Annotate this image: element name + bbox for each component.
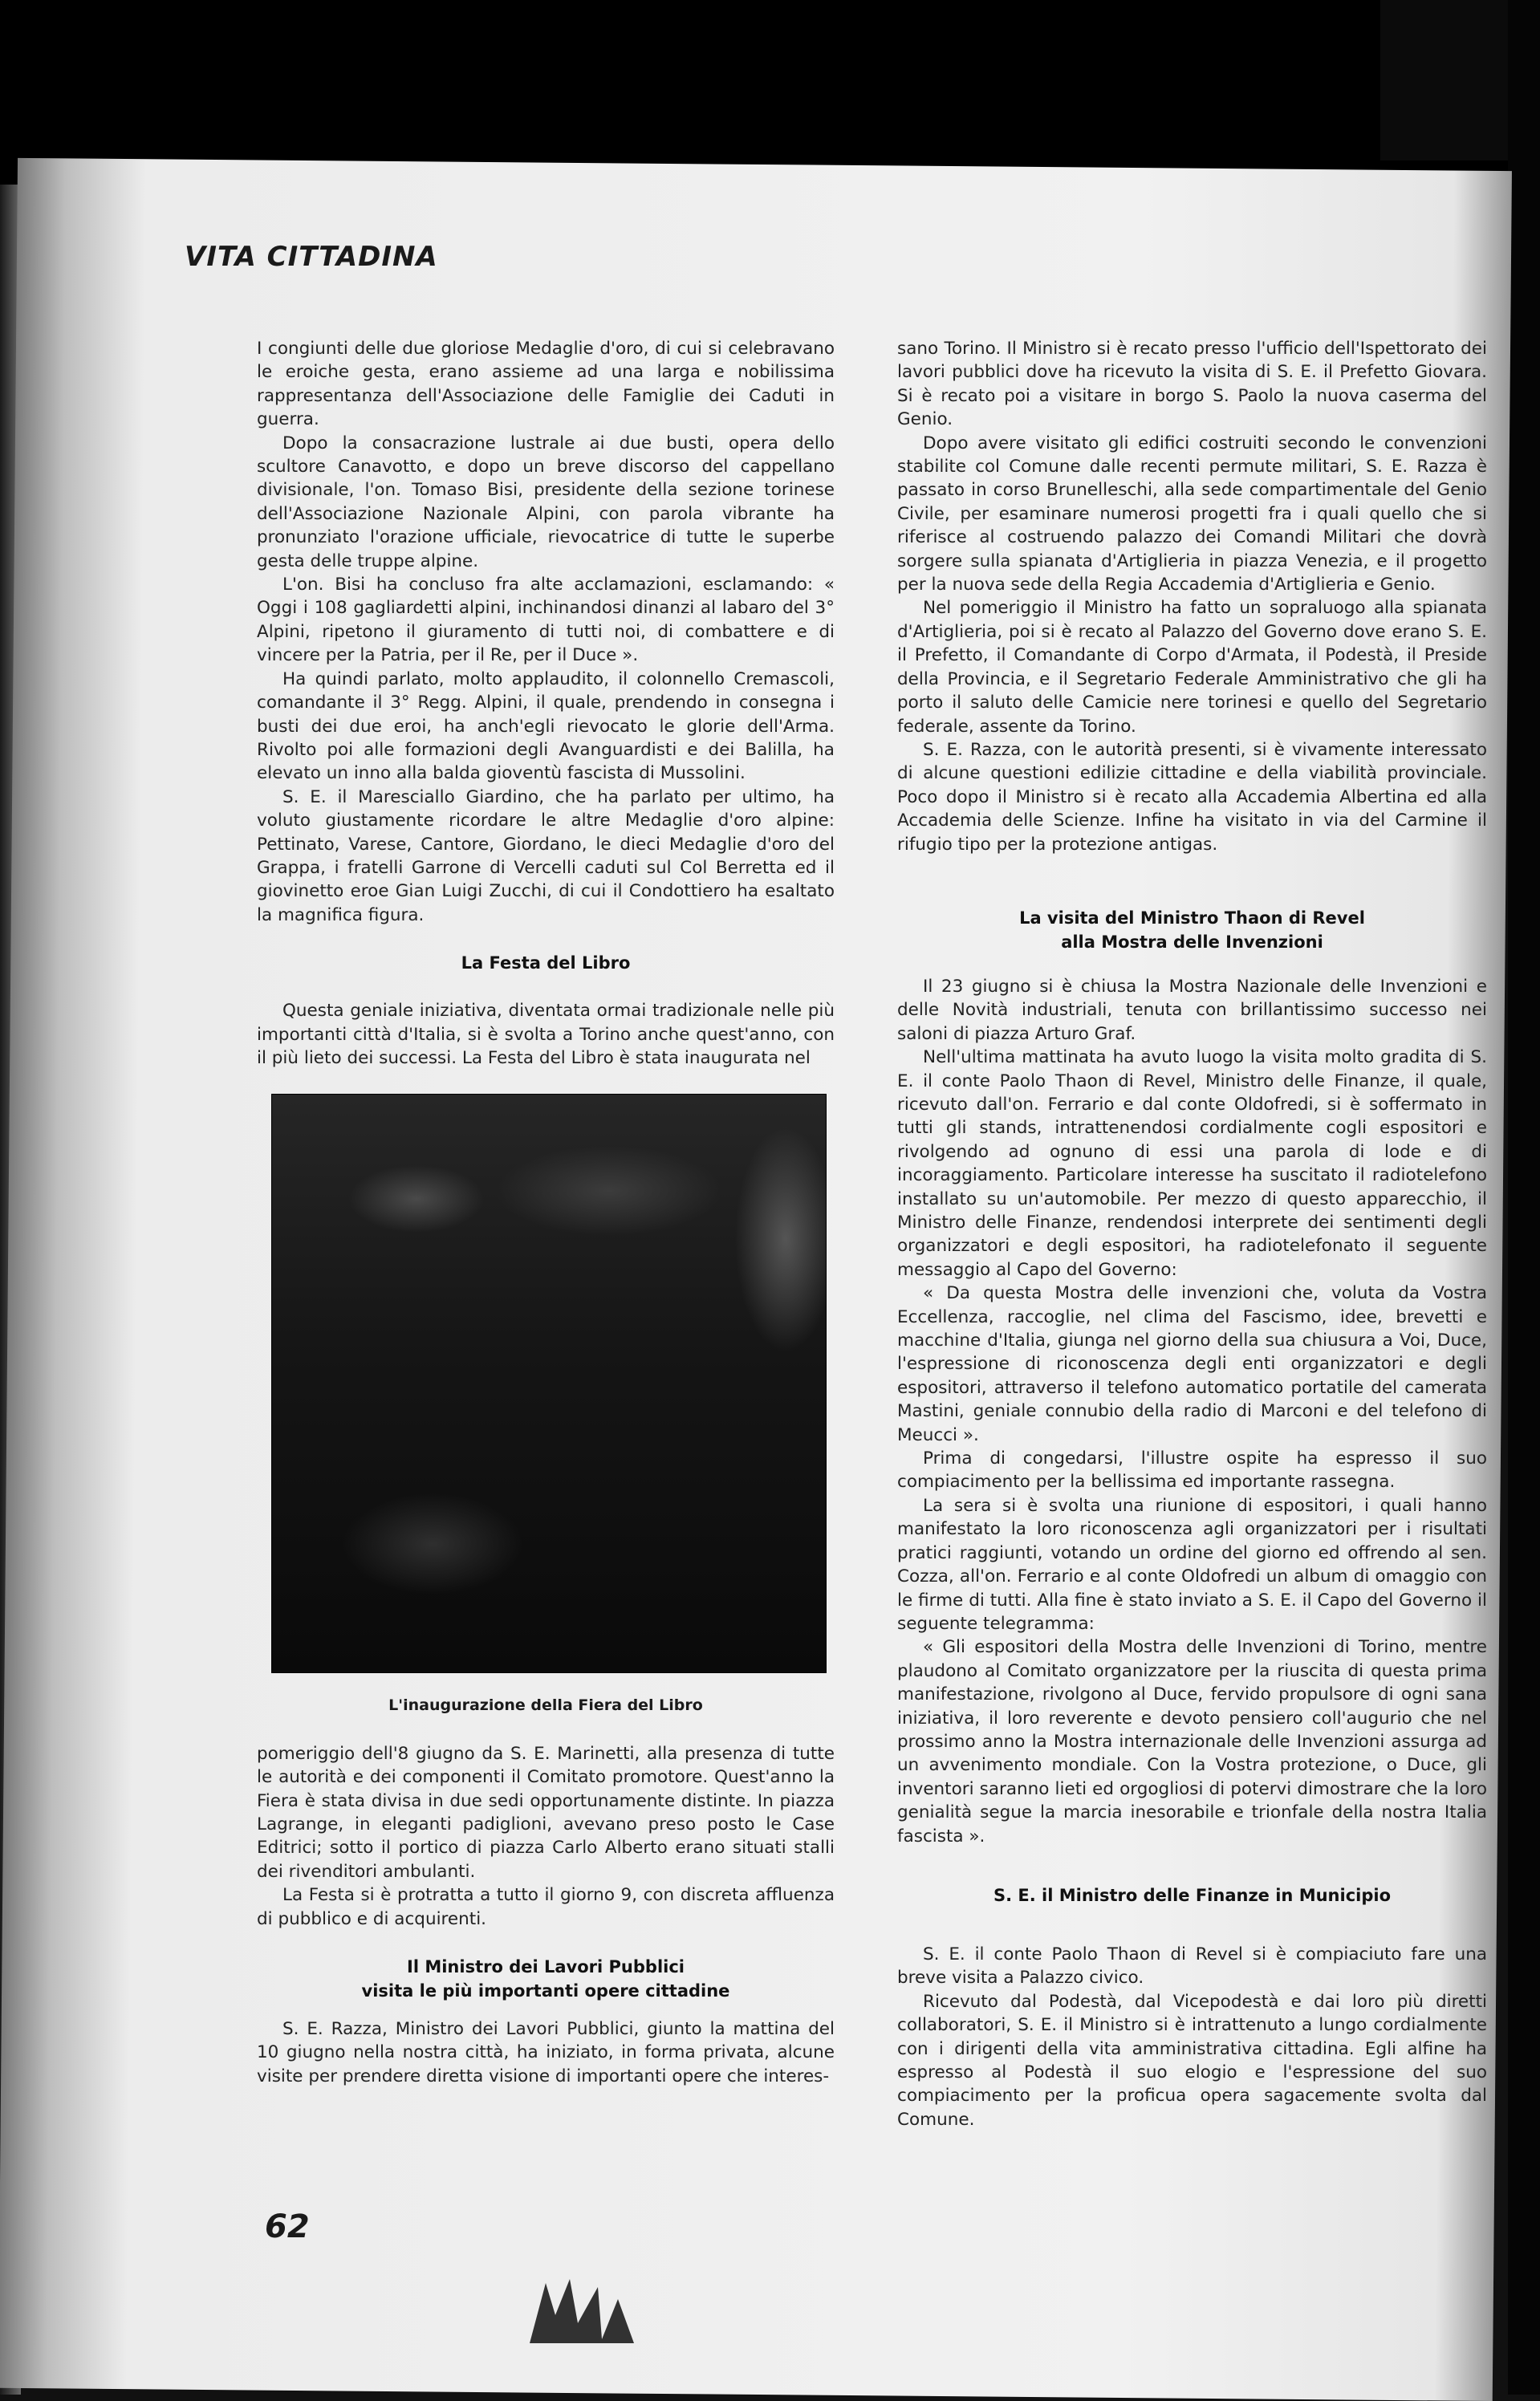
article-paragraph: Dopo avere visitato gli edifici costruiti secondo le convenzioni stabilite col Comune dalle recenti permute militari, S. E. Razza è passato in corso Brunelleschi, alla sede compartimentale del Genio Civile, per esaminare numerosi progetti fra i quali quello che si riferisce al costruendo palazzo dei Comandi Militari che dovrà sorgere sulla spianata d'Artiglieria in piazza Venezia, e il progetto per la nuova sede della Regia Accademia d'Artiglieria e Genio. — [897, 433, 1487, 595]
article-paragraph: Il 23 giugno si è chiusa la Mostra Nazionale delle Invenzioni e delle Novità industriali, tenuta con brillantissimo successo nei saloni di piazza Arturo Graf. — [897, 976, 1487, 1044]
spacer — [897, 954, 1487, 975]
article-paragraph: Dopo la consacrazione lustrale ai due busti, opera dello scultore Canavotto, e dopo un breve discorso del cappellano divisionale, l'on. Tomaso Bisi, presidente della sezione torinese dell'Associazione Nazionale Alpini, con parola vibrante ha pronunziato l'orazione ufficiale, rievocatrice di tutte le superbe gesta delle truppe alpine. — [257, 433, 835, 571]
section-heading-thaon-di-revel-line2: alla Mostra delle Invenzioni — [1061, 932, 1323, 952]
article-paragraph: Nell'ultima mattinata ha avuto luogo la visita molto gradita di S. E. il conte Paolo Thaon di Revel, Ministro delle Finanze, il quale, ricevuto dall'on. Ferrario e dal conte Oldofredi, si è soffermato in tutti gli stands, intrattenendosi cordialmente cogli espositori e rivolgendo ad ognuno di essi una parola di lode e di incoraggiamento. Particolare interesse ha suscitato il radiotelefono installato su un'automobile. Per mezzo di questo apparecchio, il Ministro delle Finanze, rendendosi interprete dei sentimenti degli organizzatori e degli espositori, ha radiotelefonato il seguente messaggio al Capo del Governo: — [897, 1047, 1487, 1280]
section-heading-festa-del-libro: La Festa del Libro — [461, 953, 631, 973]
spacer — [257, 1931, 835, 1955]
article-paragraph: Nel pomeriggio il Ministro ha fatto un sopraluogo alla spianata d'Artiglieria, poi si è recato al Palazzo del Governo dove erano S. E. il Prefetto, il Comandante di Corpo d'Armata, il Podestà, il Preside della Provincia, e il Segretario Federale Amministrativo che gli ha porto il saluto delle Camicie nere torinesi e quello del Segretario federale, assente da Torino. — [897, 598, 1487, 737]
ink-stamp-mark — [522, 2267, 642, 2355]
spacer — [257, 975, 835, 999]
section-heading-thaon-di-revel: La visita del Ministro Thaon di Revel — [1019, 908, 1365, 928]
article-paragraph: La sera si è svolta una riunione di espositori, i quali hanno manifestato la loro riconoscenza agli organizzatori per i risultati pratici raggiunti, votando un ordine del giorno ed offrendo al sen. Cozza, all'on. Ferrario e al conte Oldofredi un album di omaggio con le firme di tutti. Alla fine è stato inviato a S. E. il Capo del Governo il seguente telegramma: — [897, 1495, 1487, 1634]
spacer — [897, 856, 1487, 906]
article-paragraph: L'on. Bisi ha concluso fra alte acclamazioni, esclamando: « Oggi i 108 gagliardetti alpini, inchinandosi dinanzi al labaro del 3° Alpini, ripetono il giuramento di tutti noi, di combattere e di vincere per la Patria, per il Re, per il Duce ». — [257, 575, 835, 666]
spacer — [257, 927, 835, 951]
article-paragraph: S. E. il conte Paolo Thaon di Revel si è compiaciuto fare una breve visita a Palazzo civico. — [897, 1944, 1487, 1989]
left-column — [257, 337, 835, 2088]
article-paragraph: S. E. Razza, con le autorità presenti, si è vivamente interessato di alcune questioni edilizie cittadine e della viabilità provinciale. Poco dopo il Ministro si è recato alla Accademia Albertina ed alla Accademia delle Scienze. Infine ha visitato in via del Carmine il rifugio tipo per la protezione antigas. — [897, 739, 1487, 855]
article-paragraph: La Festa si è protratta a tutto il giorno 9, con discreta affluenza di pubblico e di acquirenti. — [257, 1885, 835, 1929]
page-number: 62 — [265, 2208, 310, 2245]
article-paragraph: « Da questa Mostra delle invenzioni che, voluta da Vostra Eccellenza, raccoglie, nel clima del Fascismo, idee, brevetti e macchine d'Italia, giunga nel giorno della sua chiusura a Voi, Duce, l'espressione di riconoscenza degli enti organizzatori e degli espositori, attraverso il telefono automatico portatile del camerata Mastini, geniale connubio della radio di Marconi e del telefono di Meucci ». — [897, 1283, 1487, 1445]
article-paragraph: I congiunti delle due gloriose Medaglie d'oro, di cui si celebravano le eroiche gesta, erano assieme ad una larga e nobilissima rappresentanza dell'Associazione delle Famiglie dei Caduti in guerra. — [257, 339, 835, 430]
spacer — [897, 1907, 1487, 1943]
right-column — [897, 337, 1487, 2131]
running-head: VITA CITTADINA — [185, 241, 438, 273]
article-paragraph: sano Torino. Il Ministro si è recato presso l'ufficio dell'Ispettorato dei lavori pubblici dove ha ricevuto la visita di S. E. il Prefetto Giovara. Si è recato poi a visitare in borgo S. Paolo la nuova caserma del Genio. — [897, 339, 1487, 430]
photo-caption: L'inaugurazione della Fiera del Libro — [388, 1696, 703, 1715]
article-paragraph: Questa geniale iniziativa, diventata ormai tradizionale nelle più importanti città d'Italia, si è svolta a Torino anche quest'anno, con il più lieto dei successi. La Festa del Libro è stata inaugurata nel — [257, 1001, 835, 1068]
article-paragraph: « Gli espositori della Mostra delle Invenzioni di Torino, mentre plaudono al Comitato organizzatore per la riuscita di questa prima manifestazione, rivolgono al Duce, fervido propulsore di ogni sana iniziativa, il loro reverente e devoto pensiero coll'augurio che nel prossimo anno la Mostra internazionale delle Invenzioni assurga ad un avvenimento mondiale. Con la Vostra protezione, o Duce, gli inventori saranno lieti ed orgogliosi di potervi dimostrare che la loro genialità segue la marcia inesorabile e trionfale della nostra Italia fascista ». — [897, 1637, 1487, 1846]
spacer — [257, 2003, 835, 2017]
article-paragraph: S. E. Razza, Ministro dei Lavori Pubblici, giunto la mattina del 10 giugno nella nostra città, ha iniziato, in forma privata, alcune visite per prendere diretta visione di importanti opere che interes- — [257, 2019, 835, 2086]
article-paragraph: S. E. il Maresciallo Giardino, che ha parlato per ultimo, ha voluto giustamente ricordare le altre Medaglie d'oro alpine: Pettinato, Varese, Cantore, Giordano, le dieci Medaglie d'oro del Grappa, i fratelli Garrone di Vercelli caduti sul Col Berretta ed il giovinetto eroe Gian Luigi Zucchi, di cui il Condottiero ha esaltato la magnifica figura. — [257, 786, 835, 925]
scan-border-right — [1508, 0, 1540, 2395]
fiera-del-libro-photo — [271, 1094, 827, 1673]
article-paragraph: pomeriggio dell'8 giugno da S. E. Marinetti, alla presenza di tutte le autorità e dei componenti il Comitato promotore. Quest'anno la Fiera è stata divisa in due sedi opportunamente distinte. In piazza Lagrange, in eleganti padiglioni, avevano preso posto le Case Editrici; sotto il portico di piazza Carlo Alberto erano situati stalli dei rivenditori ambulanti. — [257, 1743, 835, 1882]
article-paragraph: Ha quindi parlato, molto applaudito, il colonnello Cremascoli, comandante il 3° Regg. Alpini, il quale, prendendo in consegna i busti dei due eroi, ha anch'egli rievocato le glorie dell'Arma. Rivolto poi alle formazioni degli Avanguardisti e dei Balilla, ha elevato un inno alla balda gioventù fascista di Mussolini. — [257, 668, 835, 784]
article-paragraph: Ricevuto dal Podestà, dal Vicepodestà e dai loro più diretti collaboratori, S. E. il Ministro si è intrattenuto a lungo cordialmente con i dirigenti della vita amministrativa cittadina. Egli alfine ha espresso al Podestà il suo elogio e l'espressione del suo compiacimento per la proficua opera sagacemente svolta dal Comune. — [897, 1991, 1487, 2130]
section-heading-lavori-pubblici-line2: visita le più importanti opere cittadine — [361, 1981, 730, 2001]
article-paragraph: Prima di congedarsi, l'illustre ospite ha espresso il suo compiacimento per la bellissima ed importante rassegna. — [897, 1448, 1487, 1493]
spacer — [897, 1848, 1487, 1883]
ink-stamp-icon — [522, 2267, 642, 2355]
section-heading-lavori-pubblici: Il Ministro dei Lavori Pubblici — [407, 1957, 685, 1977]
section-heading-municipio: S. E. il Ministro delle Finanze in Municipio — [993, 1885, 1391, 1905]
spacer — [257, 1070, 835, 1094]
